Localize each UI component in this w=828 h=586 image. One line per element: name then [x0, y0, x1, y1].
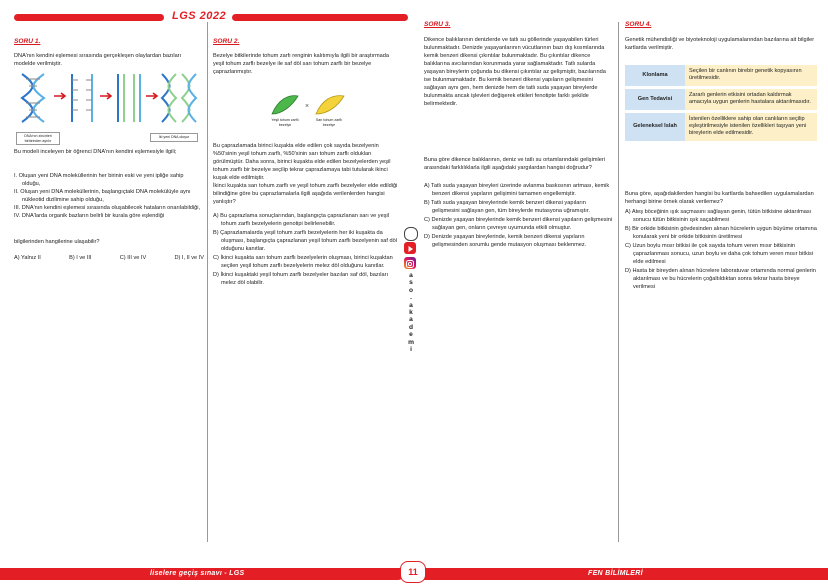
figure-label-right: İki yeni DNA oluşur: [150, 133, 198, 142]
dna-strands-copying-icon: [118, 74, 140, 122]
card-key: Gen Tedavisi: [625, 89, 685, 110]
answer-option-d[interactable]: D) I, II ve IV: [174, 255, 204, 261]
brand-letter: d: [408, 323, 414, 331]
card-value: İstenilen özelliklere sahip olan canlıların seçilip eşleştirilmesiyle istenilen özellikleri taşıyan yeni bireylerin elde edilmesidir.: [685, 113, 817, 141]
brand-letter: i: [410, 346, 412, 354]
question-1-intro: DNA'nın kendini eşlemesi sırasında gerçekleşen olaylardan bazıları modelde verilmiştir.: [14, 53, 182, 67]
yellow-pod-label: Sarı tohum zarflı bezelye: [315, 118, 343, 127]
brand-letter: m: [408, 338, 414, 346]
cross-sign: ×: [305, 103, 310, 110]
brand-letter: s: [409, 279, 413, 287]
page-title: LGS 2022: [172, 10, 227, 22]
footer-right-text: FEN BİLİMLERİ: [588, 570, 643, 577]
question-4-options: [625, 208, 817, 291]
brand-letter: k: [409, 309, 413, 317]
question-3-title: SORU 3.: [424, 21, 451, 28]
brand-letter: a: [409, 272, 413, 279]
question-3-body: Dikence balıklarının denizlerde ve tatlı su göllerinde yaşayabilen türleri bulunmaktadır. Denizde yaşayanlarının vücutlarının bazı dış kısımlarında kemik benzeri dikensi çıkıntılar bulunmaktadır. Bu çıkıntılar dikence balıklarına avcılarından korunmada yarar sağlamaktadır. Tatlı sularda yaşayan bireylerin çoğunda bu dikensi çıkıntılar az gelişmiştir, bazılarında ise bulunmamaktadır. Bu kemik benzeri dikensi yapıların gelişmesini sağlayan aynı gen, hem denizde hem de tatlı suda yaşayan bireylerde bulunmakta ancak işlevleri değişerek etkileri fenotipte farklı şekilde belirmektedir.: [424, 37, 606, 107]
youtube-icon[interactable]: [404, 242, 416, 254]
brand-letter: a: [409, 301, 413, 309]
header-bar-left: [14, 14, 164, 21]
question-4-title: SORU 4.: [625, 21, 652, 28]
question-4-intro: Genetik mühendisliği ve biyoteknoloji uygulamalarından bazılarına ait bilgiler kartlarda verilmiştir.: [625, 37, 815, 51]
dna-strands-separating-icon: [72, 74, 92, 122]
question-2-options: [213, 212, 403, 287]
answer-option-b[interactable]: B) Çaprazlamalarda yeşil tohum zarflı bezelyelerin her iki kuşakta da oluşması, başlangıçta çaprazlanan yeşil tohum zarflı bezelyenin saf döl olduğunu kanıtlar.: [213, 230, 397, 252]
arrow-icon: [146, 93, 157, 99]
logo-icon: [404, 227, 418, 241]
answer-option-a[interactable]: A) Tatlı suda yaşayan bireyleri üzerinde avlanma baskısının artması, kemik benzeri dikensi yapıların gelişimini tamamen engellemiştir.: [424, 183, 610, 197]
question-2-body-2: İkinci kuşakta sarı tohum zarflı ve yeşil tohum zarflı bezelyeler elde edildiği bilindiğine göre bu çaprazlamalarla ilgili aşağıda verilenlerden hangisi yanlıştır?: [213, 183, 398, 205]
card-value: Seçilen bir canlının birebir genetik kopyasının üretilmesidir.: [685, 65, 817, 86]
green-pod-label: Yeşil tohum zarflı bezelye: [271, 118, 299, 127]
answer-option-d[interactable]: D) Hasta bir bireyden alınan hücrelere laboratuvar ortamında normal genlerin aktarılması ve bu hücrelerin çoğaltıldıktan sonra tekrar hasta bireye verilmesi: [625, 268, 816, 290]
arrow-icon: [54, 93, 65, 99]
statement-item: I. Oluşan yeni DNA moleküllerinin her birinin eski ve yeni ipliğe sahip olduğu,: [14, 173, 184, 187]
question-1-options: [14, 254, 204, 262]
answer-option-c[interactable]: C) III ve IV: [119, 255, 147, 261]
answer-option-b[interactable]: B) I ve III: [69, 255, 92, 261]
card-value: Zararlı genlerin etkisini ortadan kaldırmak amacıyla uygun genlerin hastalara aktarılmasıdır.: [685, 89, 817, 110]
pea-pods-figure: [268, 92, 348, 118]
brand-letter: o: [408, 286, 414, 294]
column-divider: [618, 22, 619, 542]
answer-option-a[interactable]: A) Yalnız II: [14, 255, 41, 261]
question-3-question: Buna göre dikence balıklarının, deniz ve tatlı su ortamlarındaki gelişimleri arasındaki farklılıklarla ilgili aşağıdaki yargılardan hangisi doğrudur?: [424, 157, 605, 171]
answer-option-b[interactable]: B) Bir orkide bitkisinin gövdesinden alınan hücrelerin uygun büyüme ortamına konularak yeni bir orkide bitkisinin üretilmesi: [625, 226, 817, 240]
dna-replication-figure: [16, 70, 202, 132]
question-2-body-1: Bu çaprazlamada birinci kuşakta elde edilen çok sayıda bezelyenin %50'sinin yeşil tohum zarflı, %50'sinin sarı tohum zarflı oldukları görülmüştür. Daha sonra, birinci kuşakta elde edilen bezelyelerden yeşil tohum zarflı bir bezelye seçilip tekrar çaprazlamaya tabi tutularak ikinci kuşak elde edilmiştir.: [213, 143, 391, 181]
column-divider: [207, 22, 208, 542]
question-1-question: bilgilerinden hangilerine ulaşabilir?: [14, 239, 100, 245]
question-2-title: SORU 2.: [213, 38, 240, 45]
brand-letter: .: [410, 294, 412, 302]
header-bar-right: [232, 14, 408, 21]
answer-option-c[interactable]: C) Denizde yaşayan bireylerinde kemik benzeri dikensi yapıların gelişmesini sağlayan gen, onların çevreye uyumunda etkili olmuştur.: [424, 217, 613, 231]
yellow-pea-pod-icon: [316, 96, 344, 114]
side-brand-text: [406, 272, 416, 353]
brand-letter: a: [409, 316, 413, 324]
card-key: Klonlama: [625, 65, 685, 86]
answer-option-c[interactable]: C) İkinci kuşakta sarı tohum zarflı bezelyelerin oluşması, birinci kuşaktan seçilen yeşil tohum zarflı bezelyelerin melez döl olduğunu kanıtlar.: [213, 255, 393, 269]
footer-left-text: liselere geçiş sınavı - LGS: [150, 570, 245, 577]
instagram-icon[interactable]: [404, 257, 416, 269]
answer-option-d[interactable]: D) İkinci kuşaktaki yeşil tohum zarflı bezelyeler bazıları saf döl, bazıları melez döl olabilir.: [213, 272, 389, 286]
brand-letter: e: [409, 331, 413, 339]
question-1-items: [14, 172, 202, 220]
arrow-icon: [100, 93, 111, 99]
statement-item: IV. DNA'larda organik bazların belirli bir kurala göre eşlendiği: [14, 213, 165, 219]
info-card-row: [625, 89, 817, 110]
question-2-intro: Bezelye bitkilerinde tohum zarfı renginin kalıtımıyla ilgili bir araştırmada yeşil tohum zarflı bezelye ile saf döl sarı tohum zarflı bir bezelye çaprazlanmıştır.: [213, 53, 389, 75]
info-card-row: [625, 113, 817, 141]
statement-item: III. DNA'nın kendini eşlemesi sırasında oluşabilecek hataların onarılabildiği,: [14, 205, 201, 211]
question-3-options: [424, 182, 614, 249]
figure-label-left: DNA'nın zincirleri birbirinden ayrılır: [16, 132, 60, 145]
two-new-dna-icon: [162, 74, 196, 122]
card-key: Geleneksel Islah: [625, 113, 685, 141]
page-number: 11: [400, 561, 426, 583]
info-card-row: [625, 65, 817, 86]
answer-option-c[interactable]: C) Uzun boylu mısır bitkisi ile çok sayıda tohum veren mısır bitkisinin çaprazlanması sonucu, uzun boylu ve daha çok tohum veren mısır bitkisi elde edilmesi: [625, 243, 814, 265]
answer-option-a[interactable]: A) Bu çaprazlama sonuçlarından, başlangıçta çaprazlanan sarı ve yeşil tohum zarflı bezelyelerin genotipi belirlenebilir.: [213, 213, 389, 227]
dna-double-helix-icon: [22, 74, 44, 122]
question-1-body: Bu modeli inceleyen bir öğrenci DNA'nın kendini eşlemesiyle ilgili;: [14, 149, 177, 155]
info-cards-table: [625, 65, 817, 141]
statement-item: II. Oluşan yeni DNA moleküllerinin, başlangıçtaki DNA molekülüyle aynı nükleotid dizilimine sahip olduğu,: [14, 189, 191, 203]
answer-option-a[interactable]: A) Ateş böceğinin ışık saçmasını sağlayan genin, tütün bitkisine aktarılması sonucu tütün bitkisinin ışık saçabilmesi: [625, 209, 812, 223]
green-pea-pod-icon: [272, 96, 298, 114]
answer-option-b[interactable]: B) Tatlı suda yaşayan bireylerinde kemik benzeri dikensi yapıların gelişmesini sağlayan gen, tüm bireylerde mutasyona uğramıştır.: [424, 200, 590, 214]
question-1-title: SORU 1.: [14, 38, 41, 45]
question-4-question: Buna göre, aşağıdakilerden hangisi bu kartlarda bahsedilen uygulamalardan herhangi birine örnek olarak verilemez?: [625, 191, 814, 205]
answer-option-d[interactable]: D) Denizde yaşayan bireylerinde, kemik benzeri dikensi yapıların gelişmesinden sorumlu gende mutasyon oluşması beklenmez.: [424, 234, 587, 248]
